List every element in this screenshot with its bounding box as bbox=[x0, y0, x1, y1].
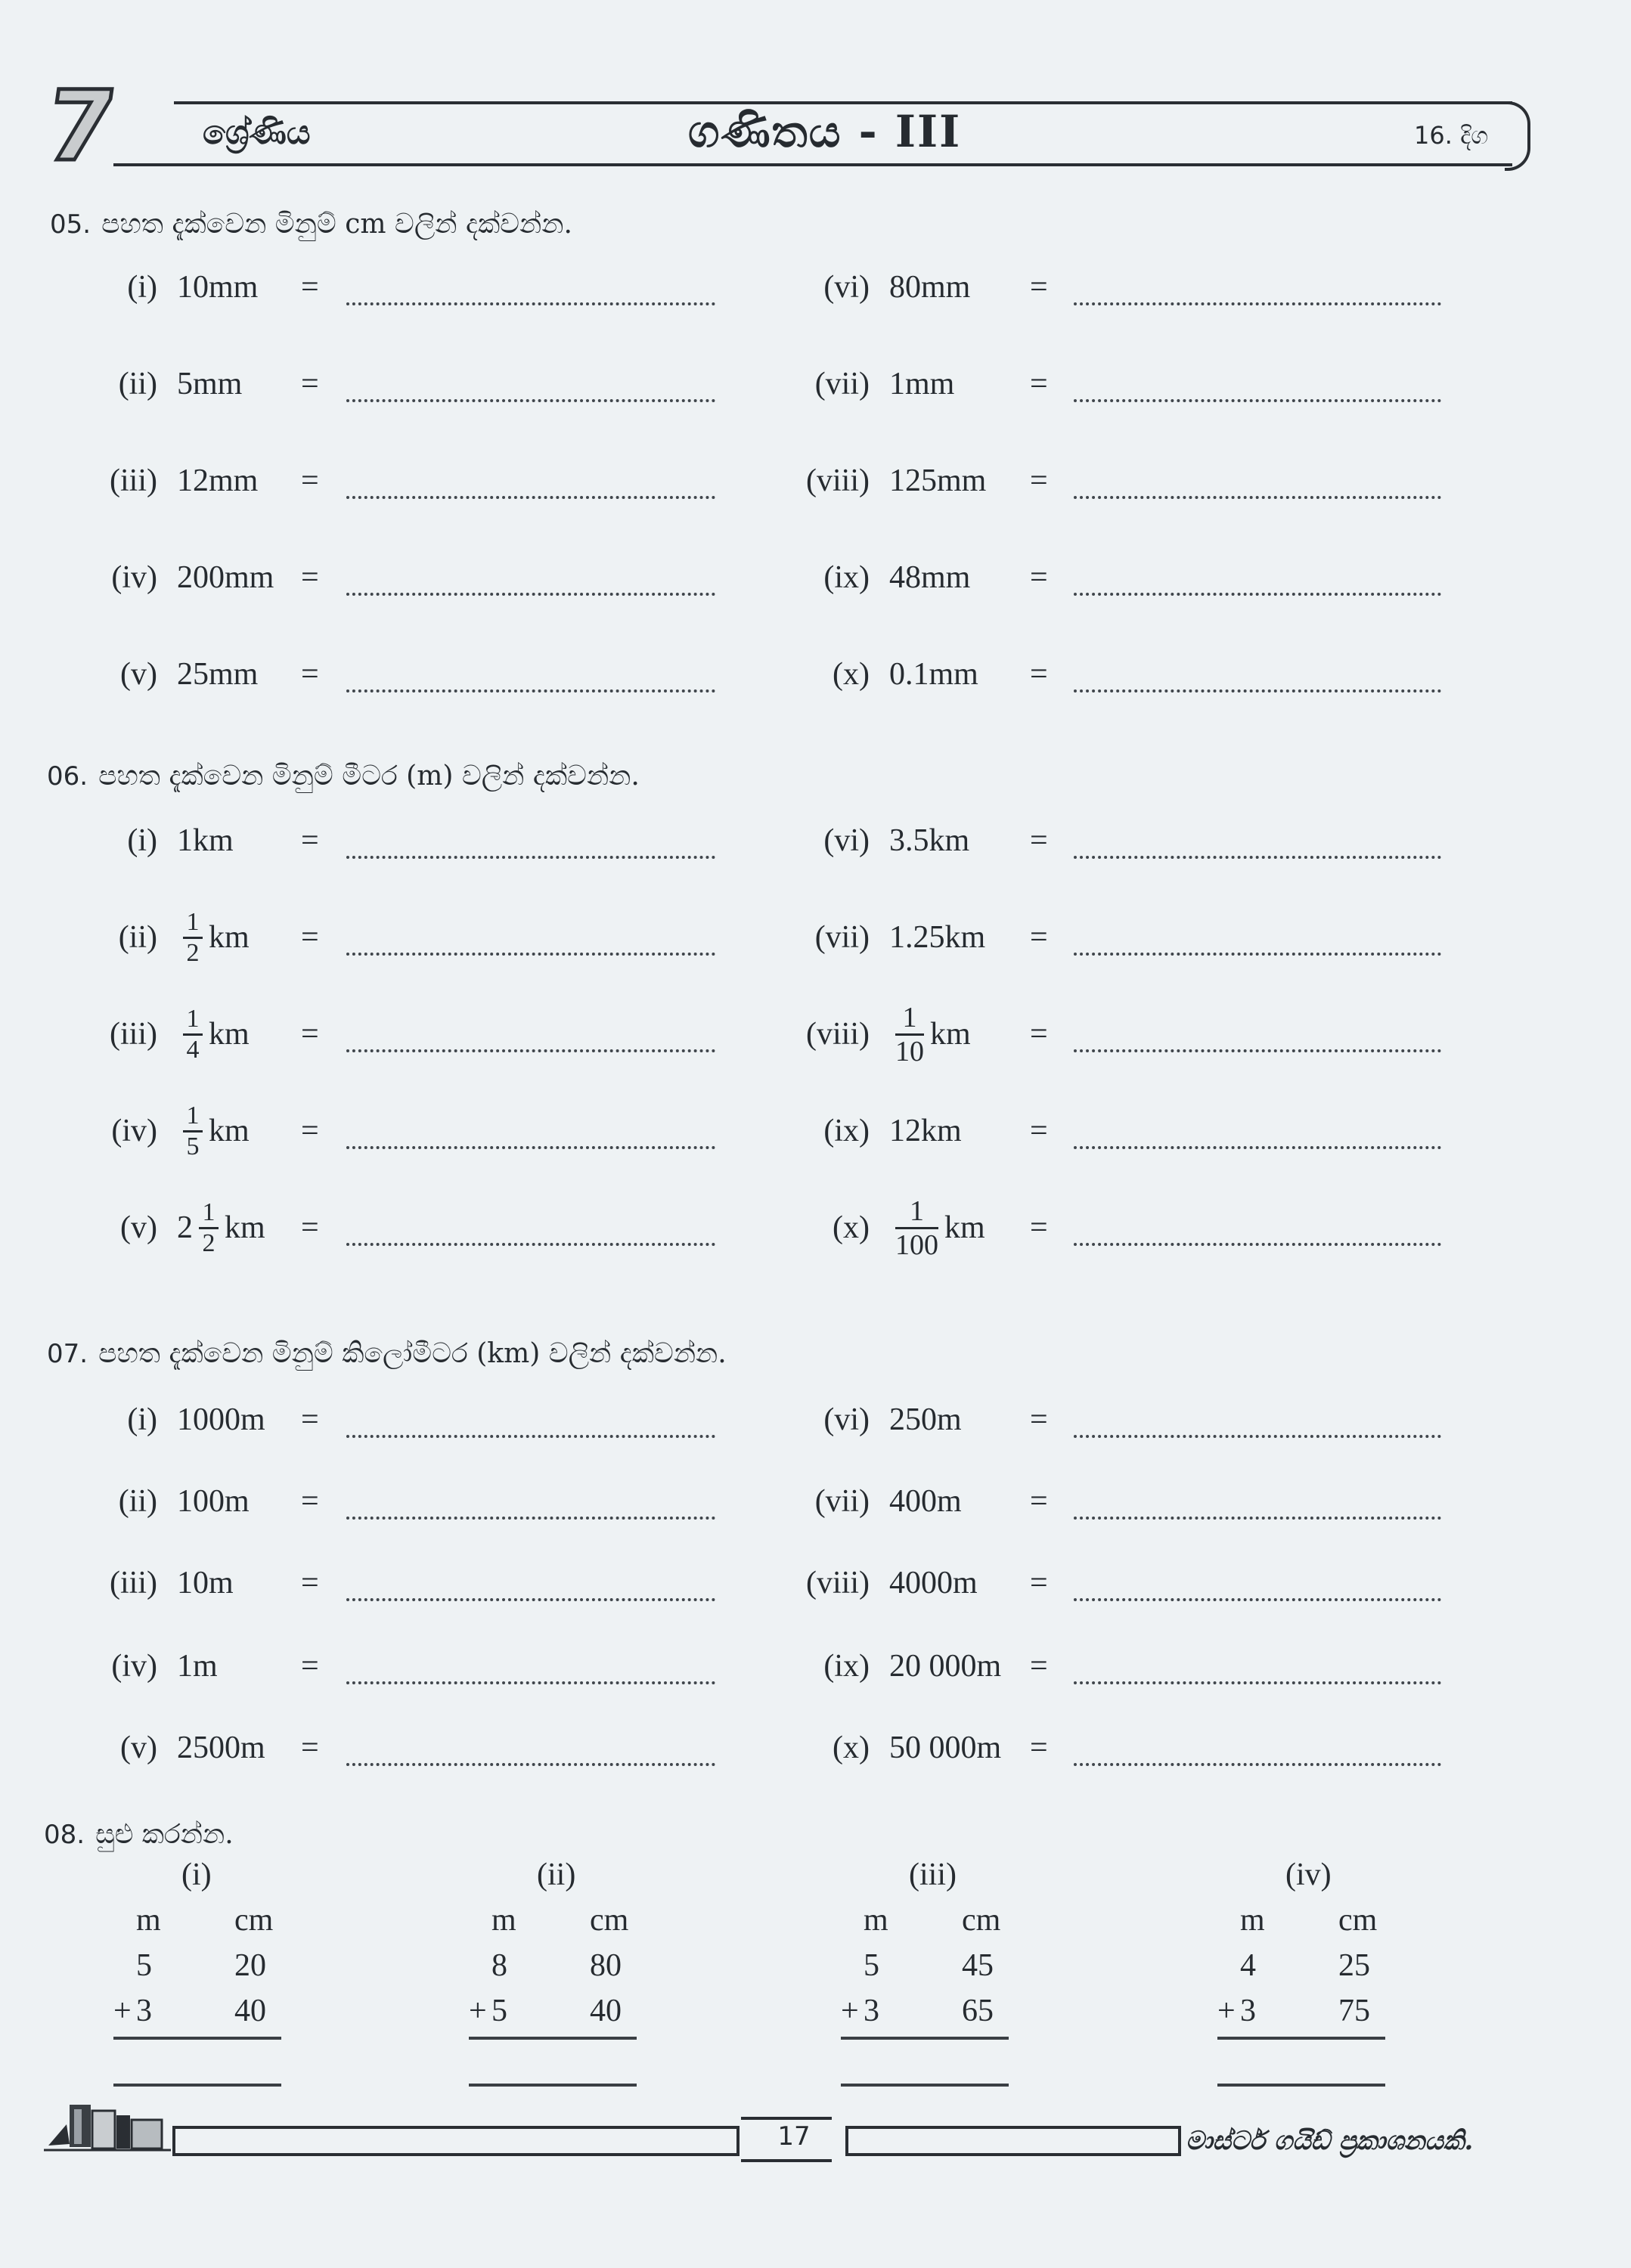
item-measure bbox=[889, 463, 986, 499]
addition-problem bbox=[113, 1857, 310, 2091]
item-numeral: (x) bbox=[833, 1210, 870, 1245]
item-numeral: (viii) bbox=[806, 1566, 870, 1600]
answer-blank[interactable] bbox=[1074, 856, 1441, 859]
column-header-cm: cm bbox=[962, 1903, 1001, 1938]
question-item bbox=[0, 1390, 1631, 1450]
item-measure bbox=[889, 366, 954, 402]
problem-numeral: (iii) bbox=[909, 1857, 957, 1892]
item-measure bbox=[889, 269, 970, 305]
equals-sign: = bbox=[1030, 463, 1048, 498]
question-number: 08. bbox=[44, 1820, 85, 1850]
measure-value: 1000m bbox=[177, 1402, 265, 1437]
answer-blank[interactable] bbox=[1074, 1049, 1441, 1052]
question-06-heading bbox=[47, 761, 640, 792]
centimeters-value: 40 bbox=[234, 1994, 266, 2028]
question-item bbox=[0, 1553, 1631, 1613]
meters-value: 4 bbox=[1240, 1948, 1256, 1983]
page-number: 17 bbox=[777, 2121, 811, 2152]
answer-line[interactable] bbox=[113, 2084, 281, 2087]
item-numeral: (v) bbox=[120, 1210, 157, 1245]
measure-value: 4000m bbox=[889, 1566, 978, 1600]
measure-unit: km bbox=[209, 1114, 250, 1148]
fraction-numerator: 1 bbox=[910, 1194, 924, 1227]
item-numeral: (ix) bbox=[823, 1114, 870, 1148]
equals-sign: = bbox=[301, 1402, 319, 1437]
measure-value: 1m bbox=[177, 1649, 218, 1684]
answer-blank[interactable] bbox=[1074, 302, 1441, 305]
answer-blank[interactable] bbox=[1074, 496, 1441, 499]
header-bar-right bbox=[1505, 101, 1530, 171]
item-numeral: (viii) bbox=[806, 1017, 870, 1052]
equals-sign: = bbox=[1030, 920, 1048, 955]
measure-value: 12km bbox=[889, 1114, 962, 1148]
fraction-denominator: 5 bbox=[186, 1132, 200, 1160]
answer-line[interactable] bbox=[469, 2084, 637, 2087]
footer-bar-right bbox=[845, 2126, 1181, 2156]
measure-value: 10m bbox=[177, 1566, 234, 1600]
equals-sign: = bbox=[1030, 1566, 1048, 1600]
question-item bbox=[0, 1101, 1631, 1161]
item-measure bbox=[889, 559, 970, 596]
centimeters-value: 20 bbox=[234, 1948, 266, 1983]
plus-sign: + bbox=[469, 1994, 487, 2028]
item-numeral: (iv) bbox=[111, 1114, 157, 1148]
answer-line[interactable] bbox=[841, 2084, 1009, 2087]
answer-blank[interactable] bbox=[1074, 689, 1441, 692]
item-measure bbox=[889, 656, 978, 692]
header-bar-top bbox=[174, 101, 1512, 104]
column-header-m: m bbox=[864, 1903, 888, 1938]
measure-unit: km bbox=[209, 1017, 250, 1052]
answer-blank[interactable] bbox=[1074, 1243, 1441, 1246]
measure-value: 0.1mm bbox=[889, 657, 978, 692]
measure-value: 400m bbox=[889, 1484, 962, 1519]
equals-sign: = bbox=[1030, 1402, 1048, 1437]
item-numeral: (vii) bbox=[814, 920, 870, 955]
fraction bbox=[895, 1002, 924, 1067]
centimeters-value: 75 bbox=[1338, 1994, 1370, 2028]
lesson-title: 16. දිග bbox=[1414, 121, 1489, 150]
fraction bbox=[895, 1195, 938, 1261]
item-numeral: (i) bbox=[127, 823, 157, 858]
answer-blank[interactable] bbox=[1074, 953, 1441, 956]
answer-blank[interactable] bbox=[1074, 1763, 1441, 1766]
addition-problem bbox=[1217, 1857, 1414, 2091]
item-measure bbox=[889, 1648, 1001, 1684]
column-header-m: m bbox=[136, 1903, 161, 1938]
item-numeral: (iv) bbox=[111, 560, 157, 595]
equals-sign: = bbox=[301, 823, 319, 858]
answer-blank[interactable] bbox=[1074, 1681, 1441, 1684]
fraction-denominator: 2 bbox=[186, 938, 200, 967]
fraction-numerator: 1 bbox=[202, 1198, 216, 1226]
subject-title: ගණිතය - III bbox=[688, 106, 962, 157]
equals-sign: = bbox=[1030, 823, 1048, 858]
equals-sign: = bbox=[301, 1114, 319, 1148]
measure-unit: km bbox=[930, 1017, 971, 1052]
measure-value: 2500m bbox=[177, 1730, 265, 1765]
measure-value: 1.25km bbox=[889, 920, 986, 955]
problem-numeral: (i) bbox=[181, 1857, 212, 1892]
measure-value: 100m bbox=[177, 1484, 250, 1519]
publisher-name: මාස්ටර් ගයිඩ් ප්‍රකාශනයකි. bbox=[1186, 2126, 1474, 2156]
sum-line bbox=[113, 2037, 281, 2040]
problem-numeral: (iv) bbox=[1285, 1857, 1332, 1892]
equals-sign: = bbox=[301, 657, 319, 692]
question-instruction: සුළු කරන්න. bbox=[95, 1819, 234, 1850]
centimeters-value: 65 bbox=[962, 1994, 994, 2028]
fraction-numerator: 1 bbox=[186, 1004, 200, 1033]
question-item bbox=[0, 907, 1631, 968]
centimeters-value: 40 bbox=[590, 1994, 622, 2028]
item-measure bbox=[889, 919, 985, 956]
fraction-denominator: 100 bbox=[895, 1228, 938, 1261]
equals-sign: = bbox=[301, 270, 319, 305]
answer-blank[interactable] bbox=[1074, 593, 1441, 596]
equals-sign: = bbox=[301, 920, 319, 955]
question-number: 05. bbox=[50, 209, 91, 240]
item-numeral: (vi) bbox=[823, 823, 870, 858]
sum-line bbox=[469, 2037, 637, 2040]
measure-value: 5mm bbox=[177, 367, 243, 401]
plus-sign: + bbox=[1217, 1994, 1236, 2028]
meters-value: 3 bbox=[136, 1994, 152, 2028]
measure-value: 48mm bbox=[889, 560, 971, 595]
item-numeral: (x) bbox=[833, 657, 870, 692]
equals-sign: = bbox=[1030, 1730, 1048, 1765]
item-numeral: (vi) bbox=[823, 270, 870, 305]
question-number: 06. bbox=[47, 761, 88, 792]
measure-value: 250m bbox=[889, 1402, 962, 1437]
equals-sign: = bbox=[1030, 657, 1048, 692]
question-instruction: පහත දැක්වෙන මිනුම් කිලෝමීටර (km) වලින් දක්වන්න. bbox=[98, 1338, 727, 1369]
question-item bbox=[0, 354, 1631, 414]
question-item bbox=[0, 1471, 1631, 1532]
measure-whole: 2 bbox=[177, 1210, 193, 1245]
fraction-numerator: 1 bbox=[186, 1101, 200, 1129]
item-numeral: (v) bbox=[120, 1730, 157, 1765]
page-number-underline bbox=[741, 2159, 832, 2162]
question-item bbox=[0, 1718, 1631, 1778]
item-numeral: (vi) bbox=[823, 1402, 870, 1437]
question-item bbox=[0, 257, 1631, 318]
question-07-heading bbox=[47, 1338, 727, 1370]
item-measure bbox=[889, 1002, 971, 1067]
meters-value: 5 bbox=[136, 1948, 152, 1983]
answer-blank[interactable] bbox=[1074, 1517, 1441, 1520]
equals-sign: = bbox=[1030, 1210, 1048, 1245]
fraction-numerator: 1 bbox=[186, 907, 200, 936]
meters-value: 8 bbox=[491, 1948, 507, 1983]
item-numeral: (ix) bbox=[823, 560, 870, 595]
item-numeral: (iii) bbox=[110, 1566, 157, 1600]
plus-sign: + bbox=[841, 1994, 859, 2028]
item-numeral: (ii) bbox=[118, 1484, 157, 1519]
question-item bbox=[0, 1001, 1631, 1067]
equals-sign: = bbox=[301, 1210, 319, 1245]
question-item bbox=[0, 547, 1631, 608]
measure-value: 12mm bbox=[177, 463, 259, 498]
equals-sign: = bbox=[301, 1566, 319, 1600]
measure-value: 3.5km bbox=[889, 823, 970, 858]
column-header-cm: cm bbox=[234, 1903, 274, 1938]
equals-sign: = bbox=[1030, 1114, 1048, 1148]
books-icon bbox=[44, 2094, 172, 2155]
question-instruction: පහත දැක්වෙන මිනුම් මීටර (m) වලින් දක්වන්න. bbox=[98, 761, 640, 792]
addition-problem bbox=[841, 1857, 1037, 2091]
measure-value: 50 000m bbox=[889, 1730, 1002, 1765]
question-item bbox=[0, 1636, 1631, 1696]
question-item bbox=[0, 1194, 1631, 1261]
header-bar-bottom bbox=[113, 163, 1512, 166]
grade-label: ශ්‍රේණිය bbox=[203, 113, 311, 152]
equals-sign: = bbox=[301, 1730, 319, 1765]
measure-value: 10mm bbox=[177, 270, 259, 305]
item-numeral: (ii) bbox=[118, 920, 157, 955]
equals-sign: = bbox=[301, 1649, 319, 1684]
item-numeral: (iv) bbox=[111, 1649, 157, 1684]
item-numeral: (iii) bbox=[110, 1017, 157, 1052]
meters-value: 3 bbox=[864, 1994, 879, 2028]
item-numeral: (i) bbox=[127, 270, 157, 305]
item-numeral: (vii) bbox=[814, 367, 870, 401]
equals-sign: = bbox=[301, 1484, 319, 1519]
meters-value: 3 bbox=[1240, 1994, 1256, 2028]
grade-number: 7 bbox=[39, 70, 122, 183]
item-numeral: (ix) bbox=[823, 1649, 870, 1684]
item-numeral: (ii) bbox=[118, 367, 157, 401]
item-measure bbox=[889, 1483, 962, 1520]
column-header-cm: cm bbox=[590, 1903, 629, 1938]
sum-line bbox=[1217, 2037, 1385, 2040]
centimeters-value: 25 bbox=[1338, 1948, 1370, 1983]
equals-sign: = bbox=[301, 367, 319, 401]
fraction-denominator: 10 bbox=[895, 1035, 924, 1067]
item-numeral: (i) bbox=[127, 1402, 157, 1437]
fraction-denominator: 4 bbox=[186, 1035, 200, 1064]
measure-value: 1mm bbox=[889, 367, 955, 401]
footer-bar-left bbox=[172, 2126, 740, 2156]
equals-sign: = bbox=[1030, 560, 1048, 595]
centimeters-value: 80 bbox=[590, 1948, 622, 1983]
measure-unit: km bbox=[209, 920, 250, 955]
column-header-m: m bbox=[491, 1903, 516, 1938]
answer-blank[interactable] bbox=[1074, 1146, 1441, 1149]
meters-value: 5 bbox=[864, 1948, 879, 1983]
question-item bbox=[0, 644, 1631, 705]
problem-numeral: (ii) bbox=[537, 1857, 576, 1892]
plus-sign: + bbox=[113, 1994, 132, 2028]
answer-blank[interactable] bbox=[1074, 1598, 1441, 1601]
equals-sign: = bbox=[301, 463, 319, 498]
item-numeral: (iii) bbox=[110, 463, 157, 498]
question-item bbox=[0, 451, 1631, 511]
answer-line[interactable] bbox=[1217, 2084, 1385, 2087]
item-measure bbox=[889, 1730, 1001, 1766]
item-measure bbox=[889, 1565, 978, 1601]
measure-unit: km bbox=[225, 1210, 265, 1245]
equals-sign: = bbox=[301, 1017, 319, 1052]
equals-sign: = bbox=[301, 560, 319, 595]
sum-line bbox=[841, 2037, 1009, 2040]
addition-problem bbox=[469, 1857, 665, 2091]
question-08-heading bbox=[44, 1819, 234, 1851]
item-measure bbox=[889, 1195, 985, 1261]
question-number: 07. bbox=[47, 1339, 88, 1369]
question-instruction: පහත දැක්වෙන මිනුම් cm වලින් දක්වන්න. bbox=[101, 209, 572, 240]
equals-sign: = bbox=[1030, 1484, 1048, 1519]
item-numeral: (viii) bbox=[806, 463, 870, 498]
answer-blank[interactable] bbox=[1074, 1435, 1441, 1438]
equals-sign: = bbox=[1030, 1649, 1048, 1684]
measure-value: 1km bbox=[177, 823, 234, 858]
equals-sign: = bbox=[1030, 270, 1048, 305]
item-numeral: (x) bbox=[833, 1730, 870, 1765]
centimeters-value: 45 bbox=[962, 1948, 994, 1983]
fraction-denominator: 2 bbox=[202, 1228, 216, 1257]
equals-sign: = bbox=[1030, 367, 1048, 401]
column-header-cm: cm bbox=[1338, 1903, 1378, 1938]
page-number-rule bbox=[741, 2117, 832, 2120]
item-numeral: (vii) bbox=[814, 1484, 870, 1519]
equals-sign: = bbox=[1030, 1017, 1048, 1052]
item-numeral: (v) bbox=[120, 657, 157, 692]
answer-blank[interactable] bbox=[1074, 399, 1441, 402]
fraction-numerator: 1 bbox=[902, 1001, 917, 1033]
item-measure bbox=[889, 1113, 962, 1149]
column-header-m: m bbox=[1240, 1903, 1265, 1938]
measure-value: 200mm bbox=[177, 560, 274, 595]
measure-value: 80mm bbox=[889, 270, 971, 305]
measure-value: 25mm bbox=[177, 657, 259, 692]
question-05-heading bbox=[50, 209, 572, 240]
measure-value: 20 000m bbox=[889, 1649, 1002, 1684]
measure-value: 125mm bbox=[889, 463, 987, 498]
question-item bbox=[0, 810, 1631, 871]
meters-value: 5 bbox=[491, 1994, 507, 2028]
measure-unit: km bbox=[944, 1210, 985, 1245]
item-measure bbox=[889, 1402, 962, 1438]
item-measure bbox=[889, 823, 969, 859]
